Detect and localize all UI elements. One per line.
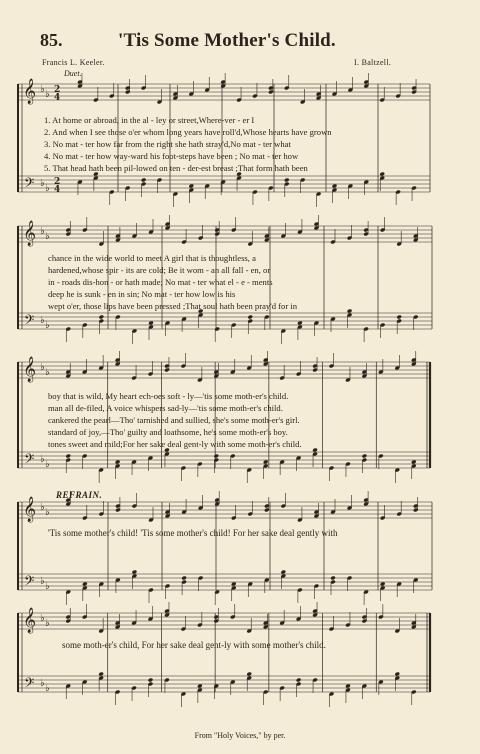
lyric-line: 1. At home or abroad, in the al - ley or street,Where-ver - er I: [44, 115, 255, 125]
note-head: [297, 321, 303, 326]
lyric-line: boy that is wild, My heart ech-oes soft - ly—'tis some moth-er's child.: [48, 391, 289, 401]
lyric-line: 2. And when I see those o'er whom long years have roll'd,Whose hearts have grown: [44, 127, 332, 137]
note-head: [132, 570, 138, 575]
flat-sign-icon: ♭: [40, 178, 45, 189]
note-head: [380, 582, 386, 587]
hymn-title: 'Tis Some Mother's Child.: [118, 30, 336, 51]
flat-sign-icon: ♭: [45, 183, 50, 194]
note-head: [330, 576, 336, 581]
bass-clef-icon: 𝄢: [24, 675, 35, 694]
note-head: [281, 570, 287, 575]
refrain-lyric-line: some moth-er's child, For her sake deal gent-ly with some mother's child.: [62, 640, 326, 650]
lyric-line: cankered the pearl—Tho' tarnished and sullied, she's some moth-er's girl.: [48, 415, 300, 425]
bass-clef-icon: 𝄢: [24, 573, 35, 592]
time-signature: 4: [54, 93, 61, 103]
flat-sign-icon: ♭: [40, 678, 45, 689]
bass-clef-icon: 𝄢: [24, 312, 35, 331]
note-head: [312, 448, 318, 453]
composer-credit: I. Baltzell.: [354, 58, 392, 67]
flat-sign-icon: ♭: [40, 576, 45, 587]
time-signature: 2: [54, 85, 61, 95]
note-head: [115, 460, 121, 465]
note-head: [396, 315, 402, 320]
note-head: [411, 460, 417, 465]
note-head: [246, 672, 252, 677]
hymn-number: 85.: [40, 30, 63, 50]
bass-clef-icon: 𝄢: [24, 451, 35, 470]
note-head: [181, 576, 187, 581]
flat-sign-icon: ♭: [45, 231, 50, 242]
flat-sign-icon: ♭: [40, 315, 45, 326]
note-head: [148, 678, 154, 683]
lyric-line: in - roads dis-hon - or hath made; No mat - ter what el - e - ments: [48, 277, 273, 287]
note-head: [263, 460, 269, 465]
flat-sign-icon: ♭: [40, 362, 45, 373]
flat-sign-icon: ♭: [45, 618, 50, 629]
author-credit: Francis L. Keeler.: [42, 58, 105, 67]
flat-sign-icon: ♭: [40, 84, 45, 95]
note-head: [379, 172, 385, 177]
note-head: [284, 178, 290, 183]
lyric-line: deep he is sunk - en in sin; No mat - ter how low is his: [48, 289, 236, 299]
flat-sign-icon: ♭: [40, 226, 45, 237]
flat-sign-icon: ♭: [40, 613, 45, 624]
treble-clef-icon: 𝄞: [23, 608, 37, 633]
lyric-line: 3. No mat - ter how far from the right she hath stray'd,No mat - ter what: [44, 139, 291, 149]
source-credit: From "Holy Voices," by per.: [194, 731, 286, 740]
flat-sign-icon: ♭: [45, 683, 50, 694]
lyric-line: hardened,whose spir - its are cold; Be it wom - an all fall - en, or: [48, 265, 271, 275]
flat-sign-icon: ♭: [45, 507, 50, 518]
note-head: [99, 315, 105, 320]
flat-sign-icon: ♭: [45, 89, 50, 100]
note-head: [247, 315, 253, 320]
note-head: [188, 184, 194, 189]
note-head: [345, 684, 351, 689]
lyric-line: chance in the wide world to meet A girl that is thoughtless, a: [48, 253, 256, 263]
note-head: [197, 684, 203, 689]
note-head: [148, 321, 154, 326]
note-head: [65, 454, 71, 459]
note-head: [231, 582, 237, 587]
time-signature: 2: [54, 177, 61, 187]
flat-sign-icon: ♭: [40, 502, 45, 513]
note-head: [347, 309, 353, 314]
note-head: [362, 454, 368, 459]
flat-sign-icon: ♭: [45, 581, 50, 592]
lyric-line: wept o'er, those lips have been pressed ;That soul hath been pray'd for in: [48, 301, 298, 311]
lyric-line: tones sweet and mild;For her sake deal gent-ly with some moth-er's child.: [48, 439, 302, 449]
flat-sign-icon: ♭: [45, 320, 50, 331]
lyric-line: 4. No mat - ter how way-ward his foot-steps have been ; No mat - ter how: [44, 151, 299, 161]
bass-clef-icon: 𝄢: [24, 175, 35, 194]
note-head: [82, 582, 88, 587]
note-head: [141, 178, 147, 183]
treble-clef-icon: 𝄞: [23, 221, 37, 246]
lyric-line: standard of joy,—Tho' guilty and loathsome, he's some moth-er's boy.: [48, 427, 288, 437]
lyric-line: 5. That head hath been pil-lowed on ten - der-est breast ;That form hath been: [44, 163, 308, 173]
treble-clef-icon: 𝄞: [23, 497, 37, 522]
time-signature: 4: [54, 185, 61, 195]
refrain-lyric-line: 'Tis some mother's child! 'Tis some mother's child! For her sake deal gently with: [48, 528, 338, 538]
flat-sign-icon: ♭: [45, 459, 50, 470]
flat-sign-icon: ♭: [45, 367, 50, 378]
lyric-line: man all de-filed, A voice whispers sad-ly—'tis some moth-er's child.: [48, 403, 283, 413]
note-head: [296, 678, 302, 683]
note-head: [98, 672, 104, 677]
note-head: [394, 672, 400, 677]
refrain-label: REFRAIN.: [56, 490, 103, 500]
flat-sign-icon: ♭: [40, 454, 45, 465]
note-head: [213, 454, 219, 459]
duet-marking: Duet.: [64, 69, 82, 78]
treble-clef-icon: 𝄞: [23, 79, 37, 104]
note-head: [332, 184, 338, 189]
treble-clef-icon: 𝄞: [23, 357, 37, 382]
